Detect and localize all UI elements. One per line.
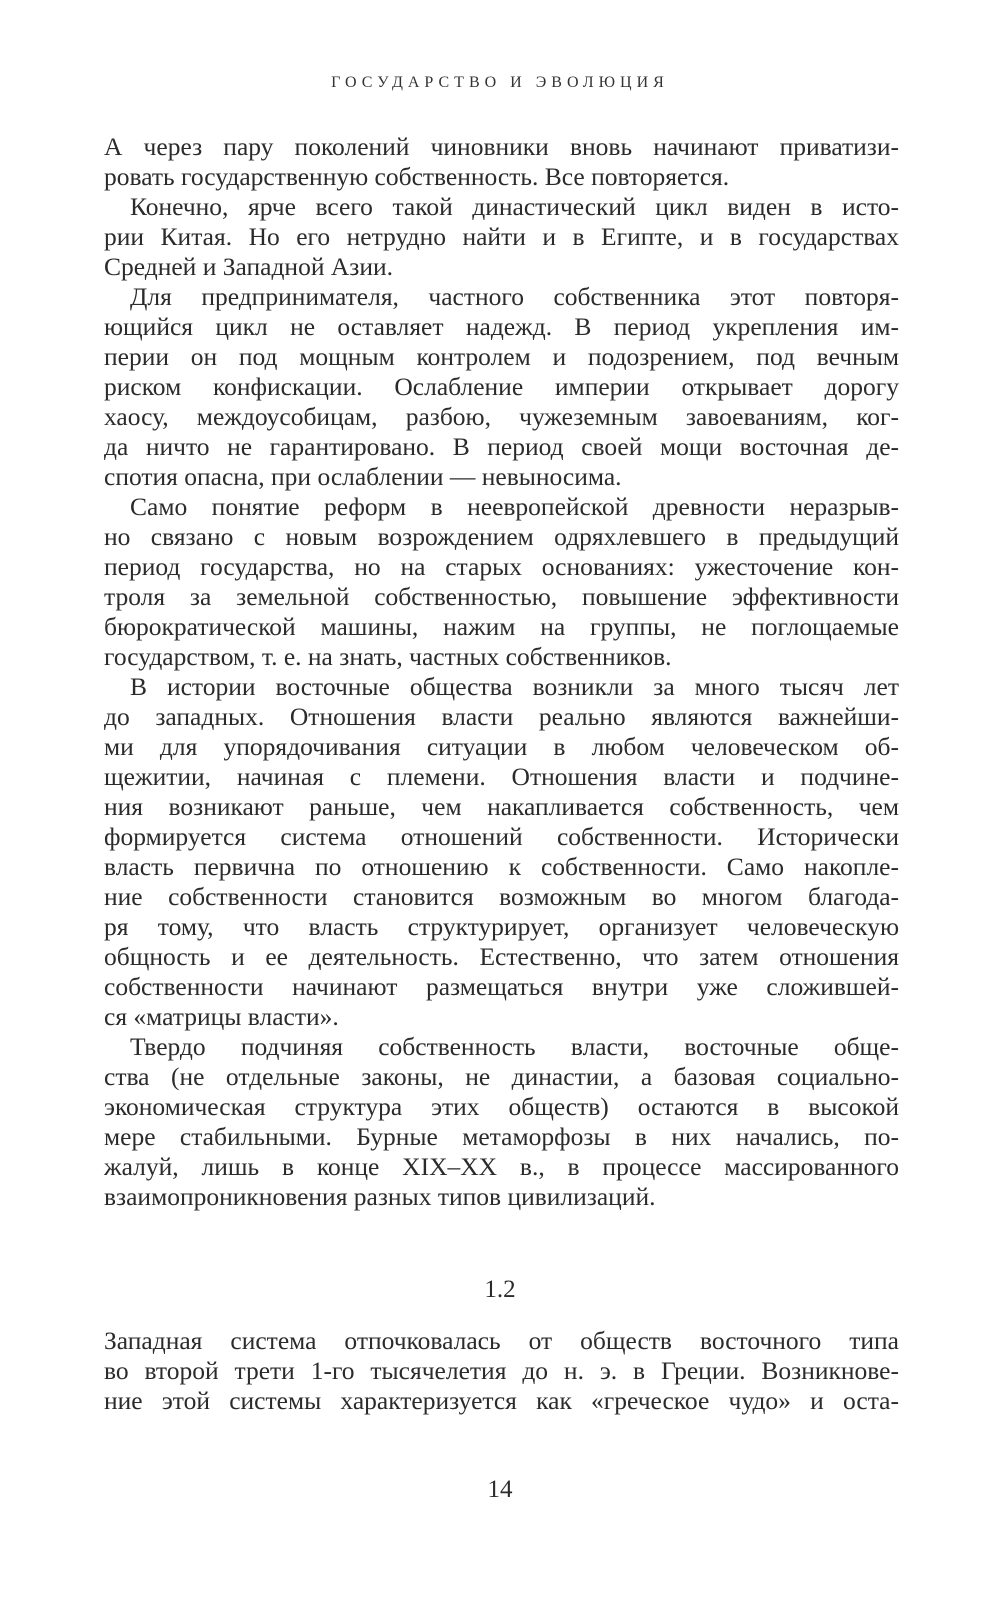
text-line: Конечно, ярче всего такой династический цикл виден в исто- [130,192,899,221]
text-line: Твердо подчиняя собственность власти, восточные обще- [130,1032,899,1061]
text-line: Средней и Западной Азии. [104,252,393,281]
paragraph [104,672,899,1032]
text-line: А через пару поколений чиновники вновь начинают приватизи- [104,132,899,161]
text-line: щежитии, начиная с племени. Отношения власти и подчине- [104,762,899,791]
text-line: риском конфискации. Ослабление империи открывает дорогу [104,372,899,401]
running-title: ГОСУДАРСТВО И ЭВОЛЮЦИЯ [331,74,669,91]
text-line: общность и ее деятельность. Естественно, что затем отношения [104,942,899,971]
paragraph [104,132,899,192]
text-line: ние собственности становится возможным во многом благода- [104,882,899,911]
text-line: Само понятие реформ в неевропейской древности неразрыв- [130,492,899,521]
text-line: экономическая структура этих обществ) остаются в высокой [104,1092,899,1121]
text-line: Для предпринимателя, частного собственника этот повторя- [130,282,899,311]
text-line: до западных. Отношения власти реально являются важнейши- [104,702,899,731]
text-line: мере стабильными. Бурные метаморфозы в них начались, по- [104,1122,899,1151]
paragraph [104,1326,899,1416]
paragraph [104,192,899,282]
page-number: 14 [487,1476,513,1503]
text-line: ря тому, что власть структурирует, организует человеческую [104,912,899,941]
text-line: но связано с новым возрождением одряхлевшего в предыдущий [104,522,899,551]
text-line: формируется система отношений собственности. Исторически [104,822,899,851]
text-line: власть первична по отношению к собственности. Само накопле- [104,852,899,881]
text-line: ние этой системы характеризуется как «греческое чудо» и оста- [104,1386,899,1415]
text-line: спотия опасна, при ослаблении — невыносима. [104,462,622,491]
text-line: жалуй, лишь в конце XIX–XX в., в процессе массированного [104,1152,899,1181]
text-line: бюрократической машины, нажим на группы, не поглощаемые [104,612,899,641]
text-line: ся «матрицы власти». [104,1002,339,1031]
text-line: период государства, но на старых основаниях: ужесточение кон- [104,552,899,581]
section-text [104,1326,899,1416]
paragraph [104,1032,899,1212]
text-line: государством, т. е. на знать, частных собственников. [104,642,672,671]
text-line: троля за земельной собственностью, повышение эффективности [104,582,899,611]
text-line: ния возникают раньше, чем накапливается собственность, чем [104,792,899,821]
text-line: перии он под мощным контролем и подозрением, под вечным [104,342,899,371]
text-line: да ничто не гарантировано. В период своей мощи восточная де- [104,432,899,461]
paragraph [104,282,899,492]
section-number: 1.2 [484,1276,516,1303]
text-line: взаимопроникновения разных типов цивилизаций. [104,1182,656,1211]
text-line: ющийся цикл не оставляет надежд. В период укрепления им- [104,312,899,341]
text-line: ровать государственную собственность. Все повторяется. [104,162,730,191]
text-line: В истории восточные общества возникли за много тысяч лет [130,672,899,701]
body-text [104,132,899,1212]
text-line: ства (не отдельные законы, не династии, а базовая социально- [104,1062,899,1091]
paragraph [104,492,899,672]
text-line: рии Китая. Но его нетрудно найти и в Египте, и в государствах [104,222,899,251]
text-line: во второй трети 1-го тысячелетия до н. э. в Греции. Возникнове- [104,1356,899,1385]
text-line: Западная система отпочковалась от обществ восточного типа [104,1326,899,1355]
text-line: ми для упорядочивания ситуации в любом человеческом об- [104,732,899,761]
text-line: хаосу, междоусобицам, разбою, чужеземным завоеваниям, ког- [104,402,899,431]
text-line: собственности начинают размещаться внутри уже сложившей- [104,972,899,1001]
